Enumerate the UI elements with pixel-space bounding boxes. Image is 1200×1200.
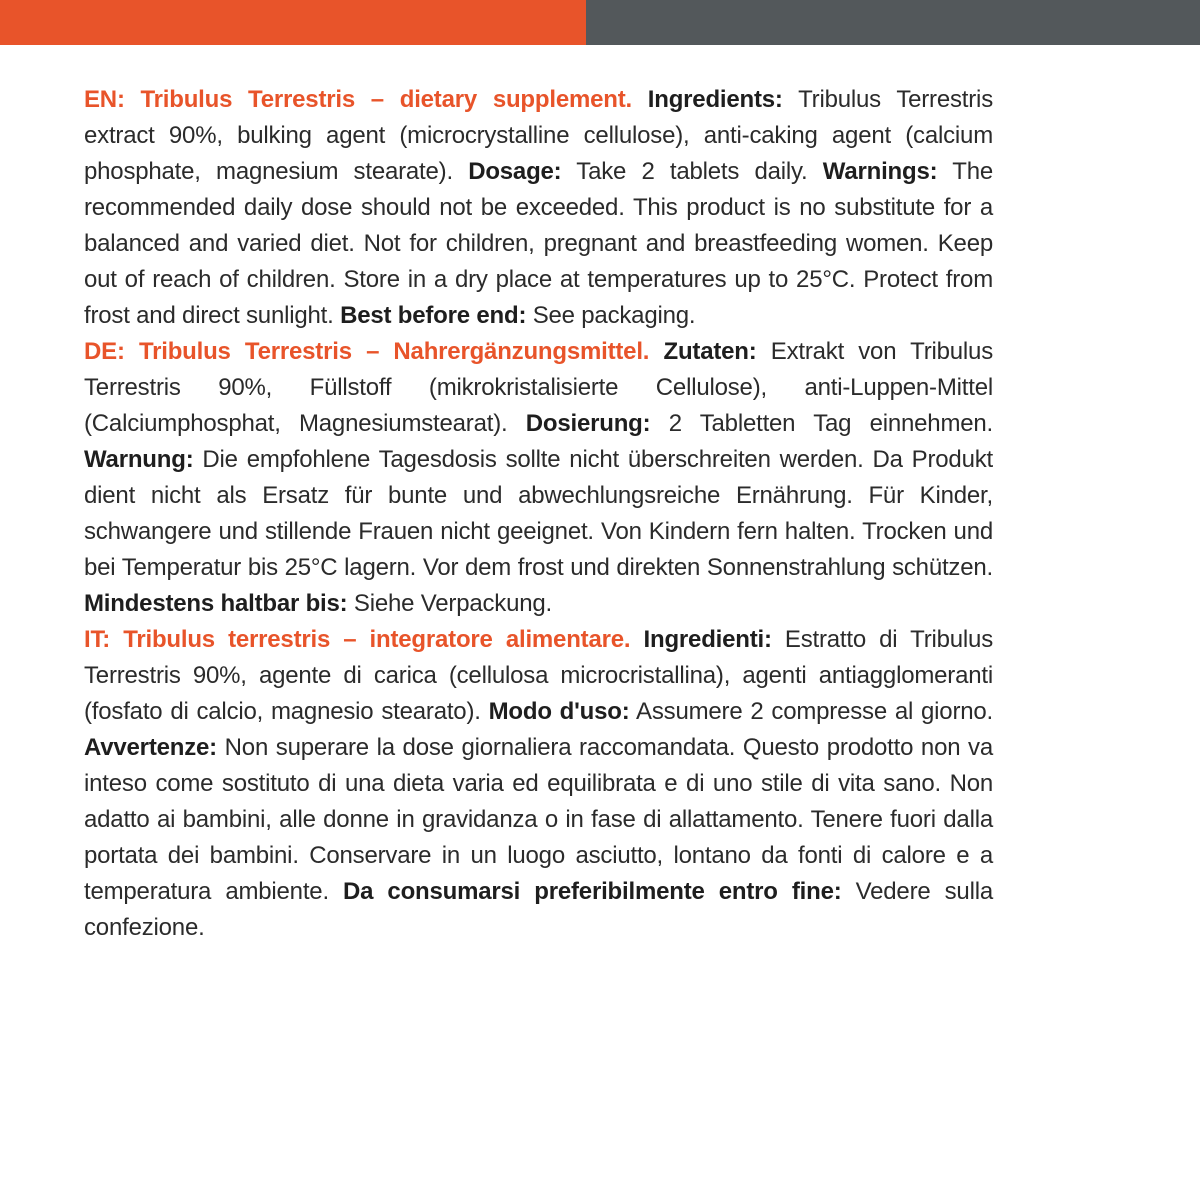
ingredients-label-it: Ingredienti:	[643, 626, 772, 653]
dosage-label-it: Modo d'uso:	[488, 698, 630, 725]
warnings-label-en: Warnings:	[822, 158, 938, 185]
warnings-label-it: Avvertenze:	[84, 734, 217, 761]
dosage-text-it: Assumere 2 compresse al giorno.	[629, 698, 994, 725]
ingredients-text-it: Estratto di Tribulus Terrestris 90%, agente di carica (cellulosa microcristallina), agenti antiagglomeranti (fosfato di calcio, magnesio stearato).	[84, 626, 993, 725]
ingredients-text-de: Extrakt von Tribulus Terrestris 90%, Füllstoff (mikrokristalisierte Cellulose), anti-Luppen-Mittel (Calciumphosphat, Magnesiumstearat).	[84, 338, 994, 437]
section-title-en: EN: Tribulus Terrestris – dietary supplement.	[84, 86, 632, 113]
top-bar-grey-segment	[586, 0, 1200, 45]
best-before-label-it: Da consumarsi preferibilmente entro fine:	[343, 878, 842, 905]
dosage-text-de: 2 Tabletten Tag einnehmen.	[650, 410, 993, 437]
top-bar-orange-segment	[0, 0, 586, 45]
top-color-bar	[0, 0, 1200, 45]
ingredients-text-en: Tribulus Terrestris extract 90%, bulking agent (microcrystalline cellulose), anti-caking agent (calcium phosphate, magnesium stearate).	[84, 86, 993, 185]
section-title-it: IT: Tribulus terrestris – integratore alimentare.	[84, 626, 631, 653]
section-en	[84, 82, 993, 334]
section-de	[84, 334, 993, 622]
dosage-label-en: Dosage:	[468, 158, 562, 185]
section-it	[84, 622, 993, 946]
best-before-label-en: Best before end:	[340, 302, 527, 329]
product-label-text	[84, 82, 993, 946]
warnings-label-de: Warnung:	[84, 446, 194, 473]
ingredients-label-de: Zutaten:	[663, 338, 757, 365]
warnings-text-it: Non superare la dose giornaliera raccomandata. Questo prodotto non va inteso come sostituto di una dieta varia ed equilibrata e di uno stile di vita sano. Non adatto ai bambini, alle donne in gravidanza o in fase di allattamento. Tenere fuori dalla portata dei bambini. Conservare in un luogo asciutto, lontano da fonti di calore e a temperatura ambiente.	[84, 734, 993, 905]
best-before-text-it: Vedere sulla confezione.	[84, 878, 993, 941]
warnings-text-en: The recommended daily dose should not be exceeded. This product is no substitute for a balanced and varied diet. Not for children, pregnant and breastfeeding women. Keep out of reach of children. Store in a dry place at temperatures up to 25°C. Protect from frost and direct sunlight.	[84, 158, 993, 329]
best-before-label-de: Mindestens haltbar bis:	[84, 590, 348, 617]
dosage-label-de: Dosierung:	[525, 410, 651, 437]
ingredients-label-en: Ingredients:	[647, 86, 783, 113]
best-before-text-de: Siehe Verpackung.	[347, 590, 553, 617]
warnings-text-de: Die empfohlene Tagesdosis sollte nicht überschreiten werden. Da Produkt dient nicht als Ersatz für bunte und abwechlungsreiche Ernährung. Für Kinder, schwangere und stillende Frauen nicht geeignet. Von Kindern fern halten. Trocken und bei Temperatur bis 25°C lagern. Vor dem frost und direkten Sonnenstrahlung schützen.	[84, 446, 993, 581]
section-title-de: DE: Tribulus Terrestris – Nahrergänzungsmittel.	[84, 338, 650, 365]
best-before-text-en: See packaging.	[526, 302, 696, 329]
dosage-text-en: Take 2 tablets daily.	[561, 158, 823, 185]
